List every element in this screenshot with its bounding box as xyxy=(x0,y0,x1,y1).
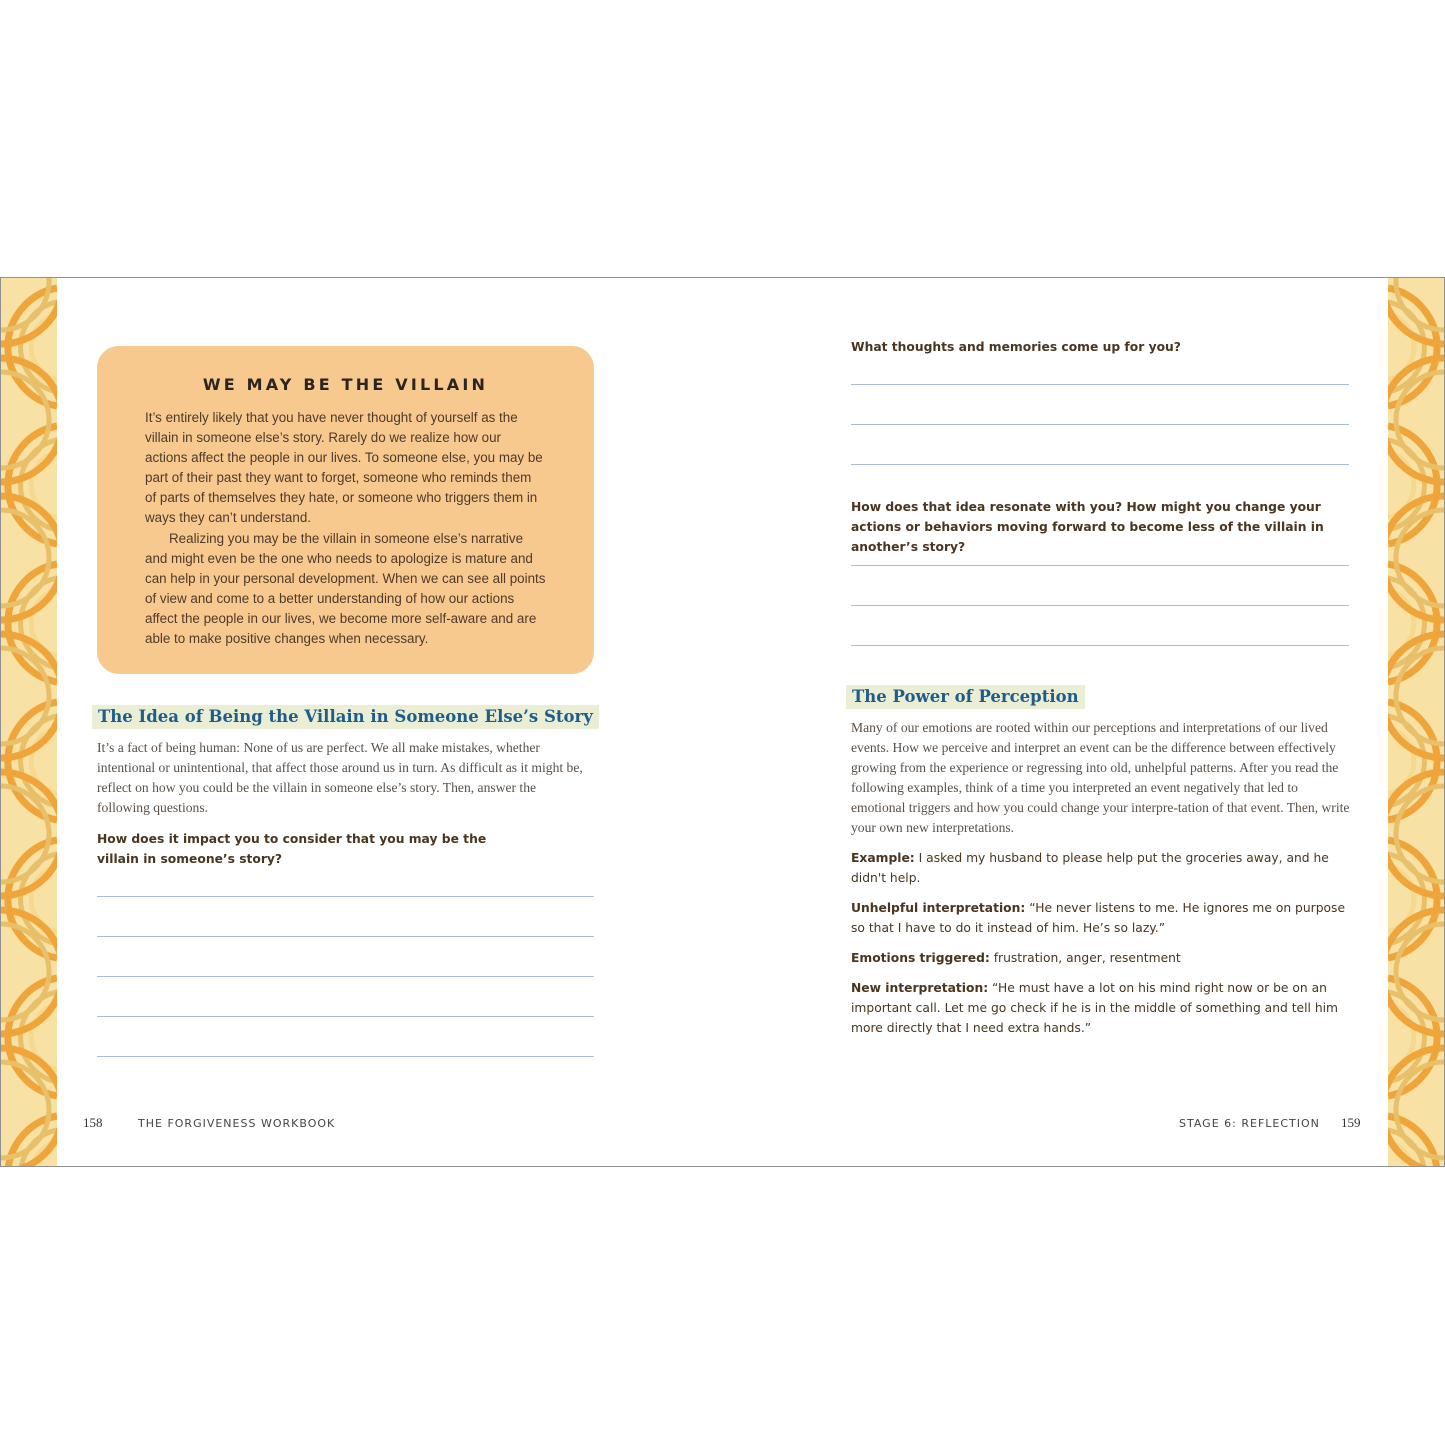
writing-line[interactable] xyxy=(851,464,1349,465)
book-spread xyxy=(0,277,1445,1167)
emotions-line xyxy=(851,948,1346,968)
example-line xyxy=(851,848,1346,888)
writing-line[interactable] xyxy=(851,424,1349,425)
writing-line[interactable] xyxy=(97,896,594,897)
body-perception: Many of our emotions are rooted within our perceptions and interpretations of our lived events. How we perceive and interpret an event can be the difference between effectively growing from the experience or regressing into old, unhelpful patterns. After you read the following examples, think of a time you interpreted an event negatively that led to emotional triggers and how you could change your interpre-tation of that event. Then, write your own new interpretations. xyxy=(851,720,1350,836)
new-interpretation-line xyxy=(851,978,1346,1038)
emotions-text: frustration, anger, resentment xyxy=(989,951,1181,965)
section-heading-villain: The Idea of Being the Villain in Someone Else’s Story xyxy=(92,705,599,729)
sidebar-box xyxy=(97,346,594,674)
example-label: Example: xyxy=(851,851,915,865)
writing-line[interactable] xyxy=(851,565,1349,566)
writing-line[interactable] xyxy=(97,936,594,937)
new-interpretation-text: “He must have a lot on his mind right now or be on an important call. Let me go check if he is in the middle of something and tell him more directly that I need extra hands.” xyxy=(851,981,1339,1036)
page-number-right: 159 xyxy=(1341,1115,1361,1130)
unhelpful-line xyxy=(851,898,1346,938)
writing-line[interactable] xyxy=(851,384,1349,385)
writing-line[interactable] xyxy=(97,1056,594,1057)
page-number-left: 158 xyxy=(83,1115,103,1130)
running-head-right: STAGE 6: REFLECTION xyxy=(1179,1117,1320,1130)
running-head-left: THE FORGIVENESS WORKBOOK xyxy=(138,1117,336,1130)
example-text: I asked my husband to please help put the groceries away, and he didn't help. xyxy=(851,851,1329,886)
question-resonate: How does that idea resonate with you? How might you change your actions or behaviors moving forward to become less of the villain in another’s story? xyxy=(851,500,1324,555)
unhelpful-label: Unhelpful interpretation: xyxy=(851,901,1026,915)
unhelpful-text: “He never listens to me. He ignores me on purpose so that I have to do it instead of him. He’s so lazy.” xyxy=(851,901,1346,936)
writing-line[interactable] xyxy=(97,1016,594,1017)
writing-line[interactable] xyxy=(851,605,1349,606)
section-heading-perception: The Power of Perception xyxy=(846,685,1085,709)
sidebar-paragraph-1: It’s entirely likely that you have never thought of yourself as the villain in someone else’s story. Rarely do we realize how our actions affect the people in our lives. To someone else, you may be part of their past they want to forget, someone who reminds them of parts of themselves they hate, or someone who triggers them in ways they can’t understand. xyxy=(145,410,543,526)
right-decorative-border xyxy=(1388,278,1444,1166)
writing-line[interactable] xyxy=(851,645,1349,646)
question-thoughts: What thoughts and memories come up for you? xyxy=(851,340,1181,354)
new-interpretation-label: New interpretation: xyxy=(851,981,989,995)
question-impact: How does it impact you to consider that you may be the villain in someone’s story? xyxy=(97,832,487,867)
body-villain: It’s a fact of being human: None of us are perfect. We all make mistakes, whether intentional or unintentional, that affect those around us in turn. As difficult as it might be, reflect on how you could be the villain in someone else’s story. Then, answer the following questions. xyxy=(97,740,583,816)
left-decorative-border xyxy=(1,278,57,1166)
emotions-label: Emotions triggered: xyxy=(851,951,990,965)
sidebar-paragraph-2: Realizing you may be the villain in someone else’s narrative and might even be the one who needs to apologize is mature and can help in your personal development. When we can see all points of view and come to a better understanding of how our actions affect the people in our lives, we become more self-aware and are able to make positive changes when necessary. xyxy=(145,530,546,647)
writing-line[interactable] xyxy=(97,976,594,977)
sidebar-title: WE MAY BE THE VILLAIN xyxy=(202,375,489,394)
